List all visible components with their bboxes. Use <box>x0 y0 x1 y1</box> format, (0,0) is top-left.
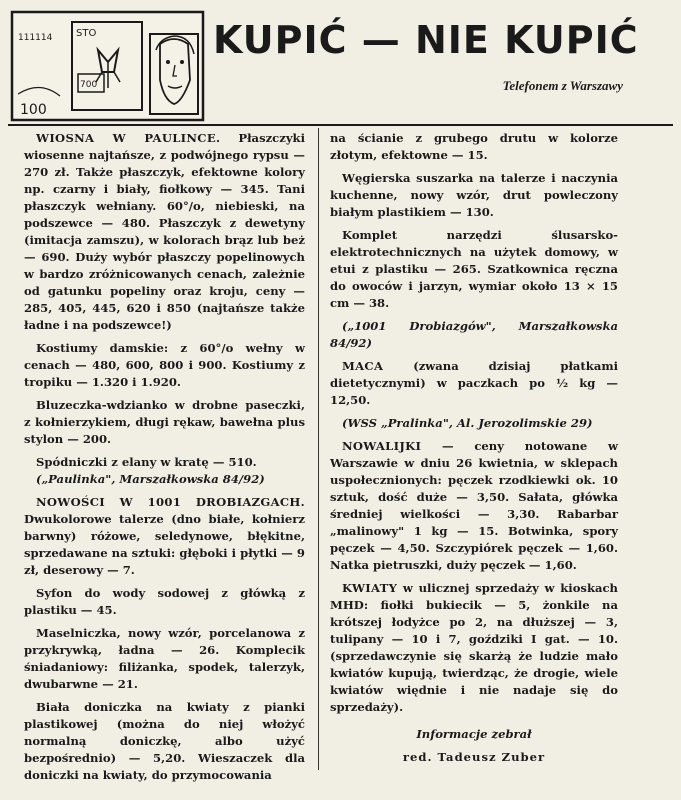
signature-line: Informacje zebrał <box>416 727 532 741</box>
signature-author: red. Tadeusz Zuber <box>402 750 546 764</box>
logo-label-sto: STO <box>76 28 97 39</box>
paragraph: Spódniczki z elany w kratę — 510. <box>36 455 257 469</box>
source-note: („Paulinka", Marszałkowska 84/92) <box>36 472 265 486</box>
column-divider <box>318 128 319 770</box>
paragraph <box>330 580 618 716</box>
source-note: („1001 Drobiazgów", Marszałkowska 84/92) <box>330 319 618 350</box>
paragraph <box>330 358 618 409</box>
paragraph-text: w ulicznej sprzedaży w kioskach MHD: fiołki bukiecik — 5, żonkile na krótszej łodyżce po 2, na dłuższej — 3, tulipany — 10 i 7, goździki I gat. — 10. (sprzedawczynie się skarżą że ludzie mało kwiatów kupują, twierdząc, że drogie, wiele kwiatów więdnie i nie nadaje się do sprzedaży). <box>330 581 618 714</box>
section-heading: MACA <box>342 359 384 373</box>
logo-label-ticket: 700 <box>80 80 98 90</box>
section-heading: WIOSNA W PAULINCE. <box>36 131 221 145</box>
paragraph <box>24 130 305 334</box>
paragraph-text: (zwana dzisiaj płatkami dietetycznymi) w paczkach po ½ kg — 12,50. <box>330 359 618 407</box>
byline: Telefonem z Warszawy <box>502 78 623 93</box>
paragraph: na ścianie z grubego drutu w kolorze złotym, efektowne — 15. <box>330 131 618 162</box>
paragraph: Maselniczka, nowy wzór, porcelanowa z przykrywką, ładna — 26. Komplecik śniadaniowy: filiżanka, spodek, talerzyk, dwubarwne — 21. <box>24 626 305 691</box>
paragraph: Syfon do wody sodowej z główką z plastiku — 45. <box>24 586 305 617</box>
paragraph-text: — ceny notowane w Warszawie w dniu 26 kwietnia, w sklepach uspołecznionych: pęczek rzodkiewki ok. 10 sztuk, dość duże — 3,50. Sałata, główka średniej wielkości — 3,30. Rabarbar „malinowy" 1 kg — 15. Botwinka, spory pęczek — 4,50. Szczypiórek pęczek — 1,60. Natka pietruszki, duży pęczek — 1,60. <box>330 439 618 572</box>
section-heading: NOWOŚCI W 1001 DROBIAZGACH. <box>36 495 305 509</box>
paragraph: Biała doniczka na kwiaty z pianki plastikowej (można do niej włożyć normalną doniczkę, albo użyć bezpośrednio) — 5,20. Wieszaczek dla doniczki na kwiaty, do przymocowania <box>24 700 305 782</box>
header-rule <box>8 124 673 126</box>
paragraph: Węgierska suszarka na talerze i naczynia kuchenne, nowy wzór, drut powleczony białym plastikiem — 130. <box>330 171 618 219</box>
right-column <box>330 130 618 772</box>
paragraph-text: Płaszczyki wiosenne najtańsze, z podwójnego rypsu — 270 zł. Także płaszczyk, efektowne kolory np. czarny i biały, fiołkowy — 345. Tani płaszczyk wełniany. 60°/o, niebieski, na podszewce — 480. Płaszczyk z dewetyny (imitacja zamszu), w kolorach brąz lub beż — 690. Duży wybór płaszczy popelinowych w bardzo zróżnicowanych cenach, zależnie od gatunku popeliny oraz kroju, ceny — 285, 405, 445, 620 i 850 (najtańsze także ładne i na podszewce!) <box>24 131 305 332</box>
logo-label-top: 111114 <box>18 33 53 43</box>
paragraph: Komplet narzędzi ślusarsko-elektrotechnicznych na użytek domowy, w etui z plastiku — 265. Szatkownica ręczna do owoców i jarzyn, wymiar około 13 × 15 cm — 38. <box>330 228 618 310</box>
paragraph-text: Dwukolorowe talerze (dno białe, kołnierz barwny) różowe, seledynowe, błękitne, sprzedawane na sztuki: głęboki i płytki — 9 zł, deserowy — 7. <box>24 512 305 577</box>
source-note: (WSS „Pralinka", Al. Jerozolimskie 29) <box>342 416 593 430</box>
section-heading: KWIATY <box>342 581 398 595</box>
page-title: KUPIĆ — NIE KUPIĆ <box>213 18 639 62</box>
kupic-logo-illustration <box>10 10 205 122</box>
paragraph <box>330 438 618 574</box>
left-column <box>24 130 305 790</box>
section-heading: NOWALIJKI <box>342 439 422 453</box>
paragraph <box>24 494 305 579</box>
logo-label-bottom: 100 <box>20 102 47 118</box>
paragraph: Bluzeczka-wdzianko w drobne paseczki, z kołnierzykiem, długi rękaw, bawełna plus stylon — 200. <box>24 398 305 446</box>
paragraph: Kostiumy damskie: z 60°/o wełny w cenach — 480, 600, 800 i 900. Kostiumy z tropiku — 1.320 i 1.920. <box>24 341 305 389</box>
